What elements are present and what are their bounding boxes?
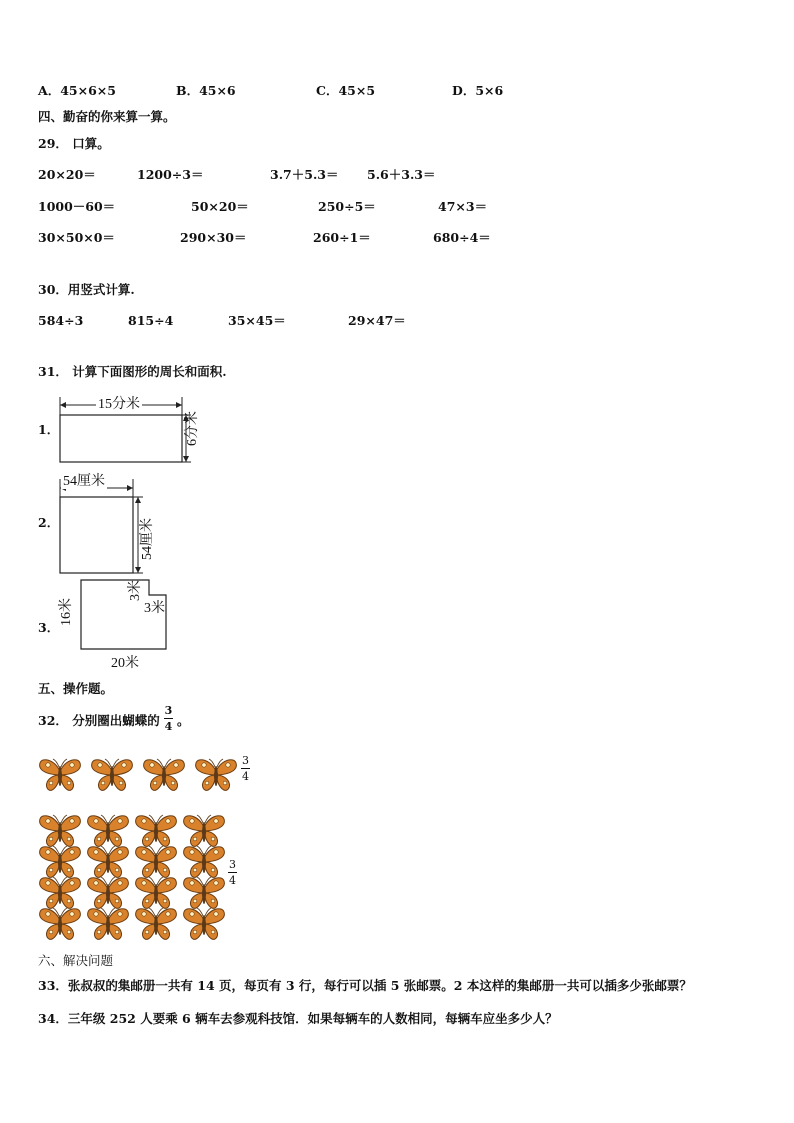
q33-text: 33．张叔叔的集邮册一共有 14 页，每页有 3 行，每行可以插 5 张邮票。2 本这样的集邮册一共可以插多少张邮票？ (38, 978, 692, 993)
butterfly-icon (86, 906, 130, 942)
figure-number: 3． (38, 620, 60, 635)
q30-item: 815÷4 (128, 313, 174, 328)
q29-item: 3.7＋5.3＝ (270, 167, 339, 182)
group2-fraction: 3 4 (229, 858, 236, 887)
figure3-bottom-label: 20米 (111, 656, 139, 671)
q29-item: 250÷5＝ (318, 199, 376, 214)
q30-title: 30．用竖式计算. (38, 282, 135, 297)
figure2-side-label: 54厘米 (140, 518, 155, 560)
butterfly-icon (134, 906, 178, 942)
butterfly-icon (38, 757, 82, 793)
q29-item: 47×3＝ (438, 199, 488, 214)
q30-item: 584÷3 (38, 313, 84, 328)
q32-title: 32． 分别圈出蝴蝶的 (38, 713, 160, 728)
q34-text: 34．三年级 252 人要乘 6 辆车去参观科技馆．如果每辆车的人数相同，每辆车应坐多少人？ (38, 1011, 558, 1026)
section4-title: 四、勤奋的你来算一算。 (38, 109, 176, 124)
q30-item: 29×47＝ (348, 313, 406, 328)
butterfly-icon (90, 757, 134, 793)
q30-item: 35×45＝ (228, 313, 286, 328)
figure1-top-label: 15分米 (98, 397, 140, 412)
q29-item: 20×20＝ (38, 167, 96, 182)
q32-title-fraction: 3 4 (164, 704, 173, 733)
figure3-left-label: 16米 (59, 598, 74, 626)
figure-number: 2． (38, 515, 60, 530)
q29-item: 30×50×0＝ (38, 230, 115, 245)
figure3-notch-vertical-label: 3米 (128, 580, 143, 601)
q29-item: 290×30＝ (180, 230, 247, 245)
q29-item: 260÷1＝ (313, 230, 371, 245)
butterfly-icon (38, 906, 82, 942)
section5-title: 五、操作题。 (38, 681, 114, 696)
option-c: C．45×5 (316, 83, 376, 98)
figure3-notch-horizontal-label: 3米 (144, 601, 165, 616)
q29-item: 5.6＋3.3＝ (367, 167, 436, 182)
q29-title: 29． 口算。 (38, 136, 110, 151)
q29-item: 50×20＝ (191, 199, 249, 214)
butterfly-icon (142, 757, 186, 793)
q29-item: 1200÷3＝ (137, 167, 204, 182)
group1-fraction: 3 4 (242, 754, 249, 783)
section6-title: 六、解决问题 (38, 953, 114, 968)
figure1-side-label: 6分米 (185, 411, 200, 446)
butterfly-icon (194, 757, 238, 793)
q32-title-suffix: 。 (177, 713, 190, 728)
figure2-top-label: 54厘米 (63, 474, 105, 489)
figure-number: 1． (38, 422, 60, 437)
q31-title: 31． 计算下面图形的周长和面积. (38, 364, 227, 379)
q29-item: 1000－60＝ (38, 199, 116, 214)
option-b: B．45×6 (176, 83, 236, 98)
q29-item: 680÷4＝ (433, 230, 491, 245)
option-a: A．45×6×5 (38, 83, 116, 98)
butterfly-icon (182, 906, 226, 942)
option-d: D．5×6 (452, 83, 504, 98)
